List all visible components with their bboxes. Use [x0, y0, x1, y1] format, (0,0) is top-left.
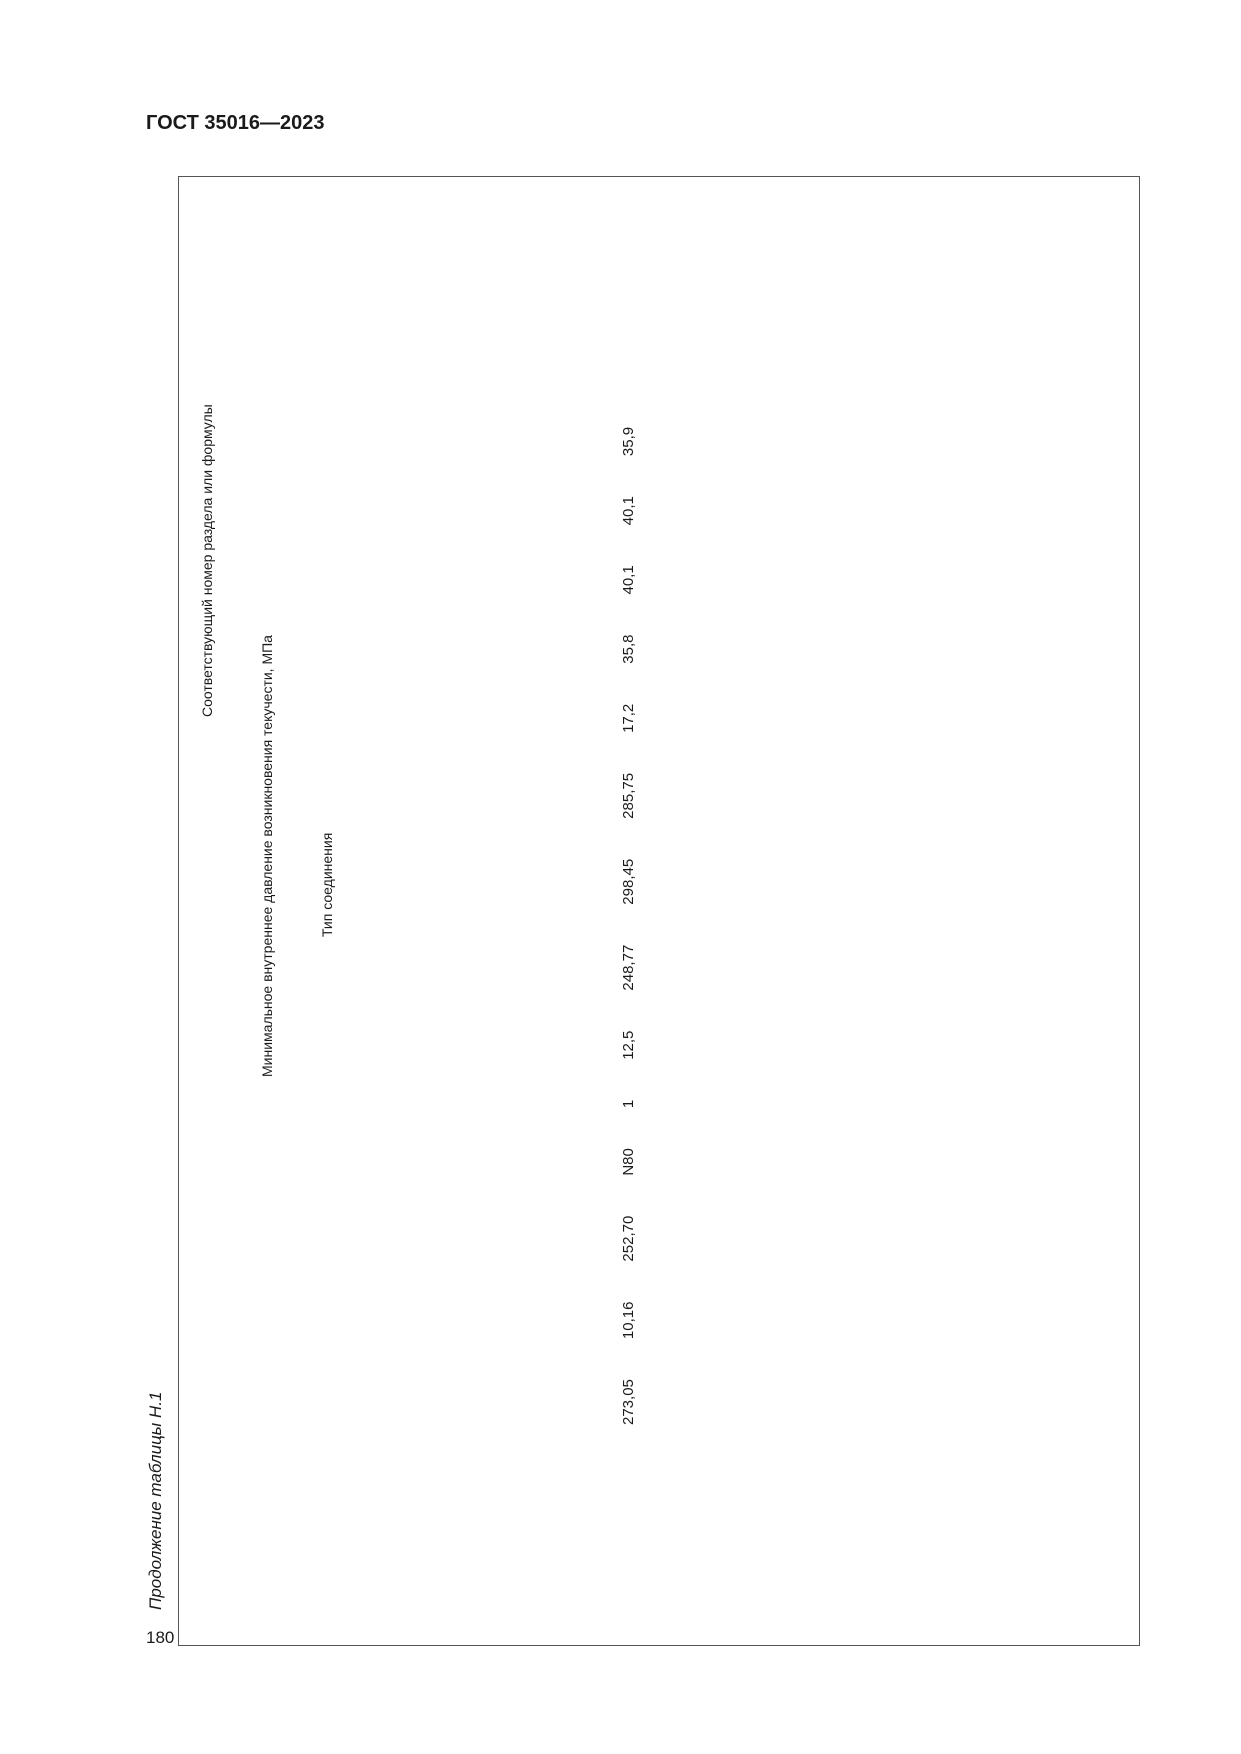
- table-cell: 40,1: [620, 565, 637, 595]
- table-cell: 35,8: [620, 634, 637, 664]
- table-cell: 10,16: [620, 1301, 637, 1340]
- table-cell: 17,2: [620, 703, 637, 733]
- table-cell: 248,77: [620, 944, 637, 991]
- table-cell: 252,70: [620, 1215, 637, 1262]
- table-cell: 35,9: [620, 426, 637, 457]
- table-cell: 1: [620, 1099, 637, 1109]
- table-cell: 40,1: [620, 496, 637, 526]
- document-header: ГОСТ 35016—2023: [146, 112, 325, 134]
- group-caption: Тип соединения: [319, 832, 335, 937]
- group-caption: Соответствующий номер раздела или формулы: [199, 404, 215, 717]
- table-cell: 285,75: [620, 772, 637, 819]
- table-caption: Продолжение таблицы Н.1: [146, 1391, 165, 1610]
- table-cell: 12,5: [620, 1030, 637, 1060]
- table-cell: 273,05: [620, 1379, 637, 1425]
- table-row: [620, 427, 637, 1425]
- table-cell: N80: [620, 1148, 637, 1176]
- data-table: [178, 176, 1140, 1646]
- page-number: 180: [146, 1628, 175, 1647]
- table-cell: 298,45: [620, 858, 637, 905]
- group-caption: Минимальное внутреннее давление возникновения текучести, МПа: [259, 635, 275, 1077]
